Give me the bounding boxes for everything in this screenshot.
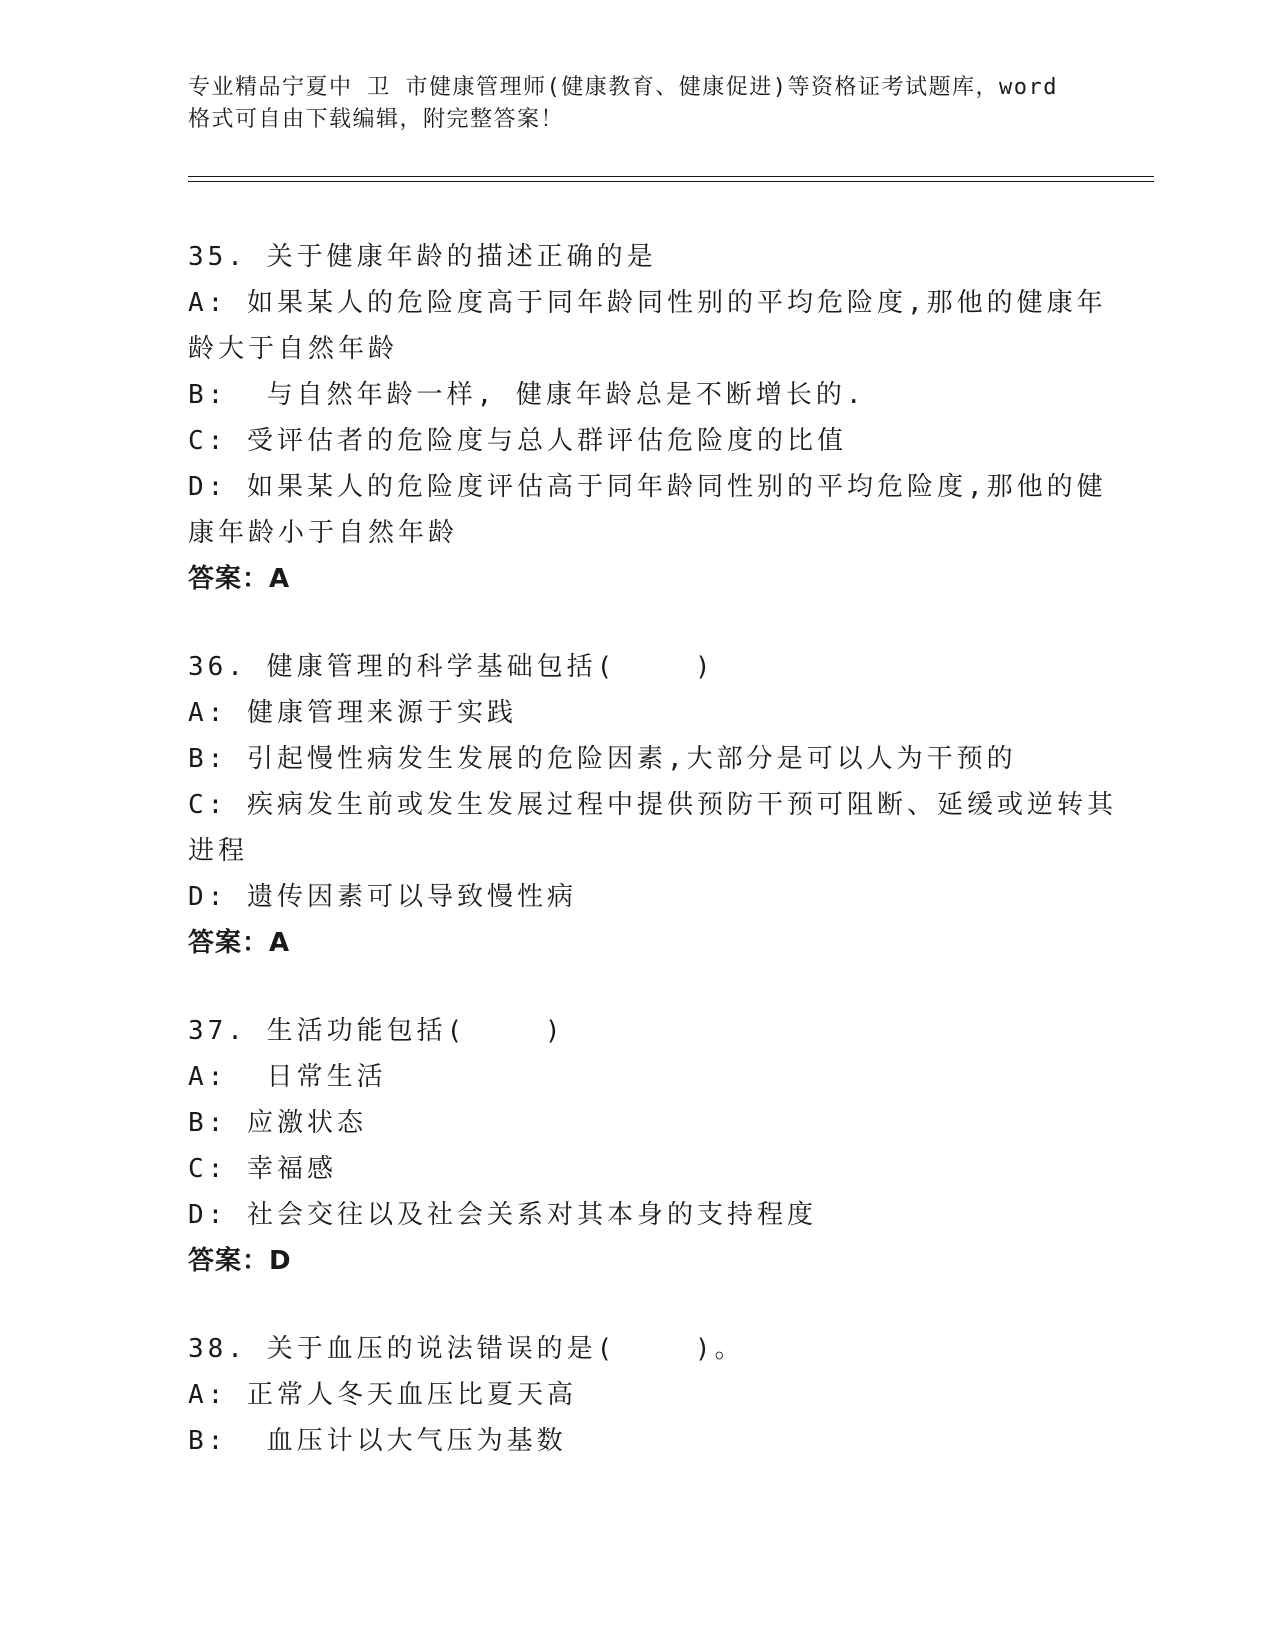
option-a: A: 正常人冬天血压比夏天高 bbox=[188, 1380, 577, 1410]
option-d: D: 遗传因素可以导致慢性病 bbox=[188, 882, 577, 912]
option-a-cont: 龄大于自然年龄 bbox=[188, 334, 399, 364]
header-line-2: 格式可自由下载编辑，附完整答案！ bbox=[188, 107, 565, 132]
document-header bbox=[188, 72, 1088, 136]
question-35 bbox=[188, 234, 1107, 602]
option-d-cont: 康年龄小于自然年龄 bbox=[188, 518, 459, 548]
answer: 答案：A bbox=[188, 928, 291, 958]
question-36 bbox=[188, 644, 1117, 966]
question-37 bbox=[188, 1008, 1088, 1284]
question-38 bbox=[188, 1326, 1088, 1464]
option-c: C: 疾病发生前或发生发展过程中提供预防干预可阻断、延缓或逆转其 bbox=[188, 790, 1117, 820]
question-list bbox=[188, 234, 1117, 1506]
option-a: A: 如果某人的危险度高于同年龄同性别的平均危险度,那他的健康年 bbox=[188, 288, 1107, 318]
answer: 答案：D bbox=[188, 1246, 292, 1276]
question-stem: 36. 健康管理的科学基础包括( ) bbox=[188, 652, 715, 682]
option-b: B: 血压计以大气压为基数 bbox=[188, 1426, 567, 1456]
option-b: B: 引起慢性病发生发展的危险因素,大部分是可以人为干预的 bbox=[188, 744, 1017, 774]
option-d: D: 如果某人的危险度评估高于同年龄同性别的平均危险度,那他的健 bbox=[188, 472, 1107, 502]
option-c: C: 幸福感 bbox=[188, 1154, 337, 1184]
question-stem: 38. 关于血压的说法错误的是( )。 bbox=[188, 1334, 745, 1364]
option-a: A: 健康管理来源于实践 bbox=[188, 698, 517, 728]
option-c: C: 受评估者的危险度与总人群评估危险度的比值 bbox=[188, 426, 847, 456]
answer: 答案：A bbox=[188, 564, 291, 594]
header-rule-bottom bbox=[188, 181, 1154, 182]
option-d: D: 社会交往以及社会关系对其本身的支持程度 bbox=[188, 1200, 817, 1230]
option-c-cont: 进程 bbox=[188, 836, 249, 866]
question-stem: 37. 生活功能包括( ) bbox=[188, 1016, 565, 1046]
question-stem: 35. 关于健康年龄的描述正确的是 bbox=[188, 242, 657, 272]
option-b: B: 应激状态 bbox=[188, 1108, 367, 1138]
option-b: B: 与自然年龄一样, 健康年龄总是不断增长的. bbox=[188, 380, 866, 410]
header-rule-top bbox=[188, 176, 1154, 177]
option-a: A: 日常生活 bbox=[188, 1062, 387, 1092]
header-line-1: 专业精品宁夏中 卫 市健康管理师(健康教育、健康促进)等资格证考试题库，word bbox=[188, 75, 1058, 100]
